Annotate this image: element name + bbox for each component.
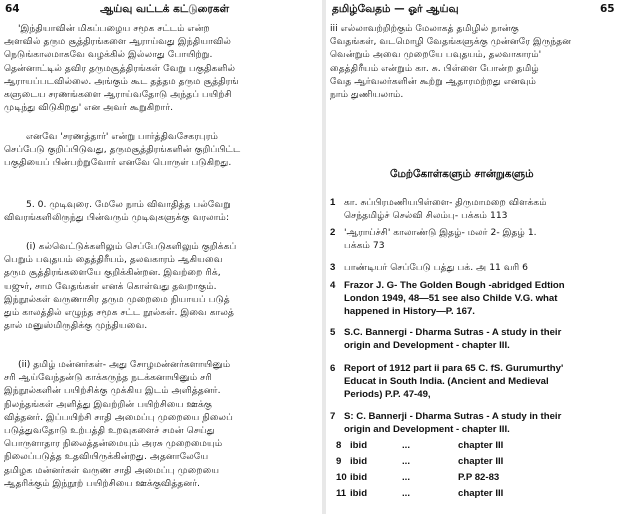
- text-line: பாண்டியர் செப்பேடு பத்து பக். அ 11 வரி 6: [344, 262, 528, 273]
- text-line: 'ஆராய்ச்சி' காலாண்டு இதழ்- மலர் 2- இதழ் 1.: [344, 227, 537, 238]
- text-line: தமிழக மன்னர்கள் வருண சாதி அமைப்பு முறையை: [4, 464, 220, 476]
- text-line: இந்நூல்கள் வருணாசிர தரும முறைமை நியாயப் படுத்: [4, 293, 230, 305]
- ibid-number: 10: [336, 472, 347, 483]
- text-line: கா. சுப்பிரமணியபிள்ளை- திருமாமறை விளக்கம்: [344, 197, 547, 208]
- left-paragraph-1: [4, 22, 239, 114]
- text-line: origin and Development - chapter III.: [344, 340, 510, 352]
- reference-number: 2: [330, 227, 336, 238]
- text-line: (i) கல்வெட்டுக்களிலும் செப்பேடுகளிலும் குறிக்கப்: [26, 241, 237, 252]
- text-line: Frazor J. G- The Golden Bough -abridged Edtion: [344, 280, 565, 291]
- ibid-entry: [336, 488, 503, 499]
- left-paragraph-4: [4, 240, 236, 332]
- reference-item: [330, 362, 563, 402]
- text-line: தால் மனுஸ்மிருதிக்கு முந்தியவை.: [4, 320, 148, 332]
- reference-number: 5: [330, 327, 336, 338]
- ibid-word: ibid: [350, 472, 368, 483]
- text-line: எனவே 'சரணத்தார்' என்று பார்த்திவசேகரபுரம்: [26, 131, 219, 142]
- right-paragraph-1: [330, 22, 571, 101]
- right-running-title: தமிழ்வேதம் — ஓர் ஆய்வு: [332, 3, 459, 15]
- reference-item: [330, 226, 537, 252]
- text-line: London 1949, 48—51 see also Childe V.G. what: [344, 293, 558, 305]
- reference-item: [330, 196, 547, 222]
- ibid-dots: ...: [402, 488, 410, 499]
- text-line: Periods) P.P. 47-49,: [344, 389, 431, 401]
- reference-number: 1: [330, 197, 336, 208]
- ibid-entry: [336, 456, 503, 467]
- text-line: நாம் துணியலாம்.: [330, 89, 404, 101]
- ibid-entry: [336, 472, 499, 483]
- ibid-number: 8: [336, 440, 342, 451]
- right-page: [326, 0, 640, 514]
- ibid-detail: chapter III: [458, 440, 504, 451]
- text-line: happened in History—P. 167.: [344, 306, 475, 318]
- text-line: 'இந்தியாவின் மிகப்பழைய சமூக சட்டம் என்ற: [18, 23, 210, 34]
- reference-number: 4: [330, 280, 336, 291]
- text-line: தென்னாட்டில் தவிர தருமசூத்திரங்கள் வேறு பகுதிகளில்: [4, 62, 236, 74]
- ibid-number: 11: [336, 488, 347, 499]
- text-line: தும் காலத்தில் எழுந்த சமூக சட்ட நூல்கள். இவை காலத்: [4, 307, 235, 319]
- text-line: origin and Development - chapter III.: [344, 424, 510, 436]
- right-page-number: 65: [600, 3, 615, 15]
- text-line: யஜுர், சாம வேதங்கள் எனக் கொள்வது தவறாகும்.: [4, 280, 217, 292]
- left-page-number: 64: [5, 3, 20, 15]
- ibid-word: ibid: [350, 456, 368, 467]
- text-line: நெடுங்காலமாகவே வழக்கில் இல்லாது போயிற்று.: [4, 49, 213, 61]
- text-line: படுத்துவதோடு உற்பத்தி உறவுகளைச் சமன் செய்து: [4, 425, 215, 437]
- text-line: விவரங்களிலிருந்து பின்வரும் முடிவுகளுக்கு வரலாம்:: [4, 212, 230, 224]
- reference-number: 3: [330, 262, 336, 273]
- text-line: அளவில் தரும சூத்திரங்களை ஆராய்வது இந்தியாவில்: [4, 36, 232, 48]
- ibid-entry: [336, 440, 503, 451]
- reference-number: 7: [330, 411, 336, 422]
- text-line: சரி ஆய்வேந்தன்டு காக்கருந்த நடக்கனாயினும் சரி: [4, 372, 212, 384]
- text-line: பெறும் பவுதயம் தைத்திரீயம், தலவகாரம் ஆகியவை: [4, 254, 223, 266]
- reference-item: [330, 326, 561, 352]
- reference-item: [330, 410, 561, 436]
- ibid-detail: P.P 82-83: [458, 472, 500, 483]
- text-line: பகுதியைப் பின்பற்றுவோர் எனவே பொருள் படுகிறது.: [4, 157, 232, 169]
- left-paragraph-3: [4, 198, 231, 224]
- text-line: வென்றும் அவை முறையே பவுதயம், தலவாகாரம்': [330, 49, 542, 61]
- text-line: S: C. Bannerji - Dharma Sutras - A study in their: [344, 411, 562, 422]
- ibid-detail: chapter III: [458, 488, 504, 499]
- text-line: iii எல்லாவற்றிற்கும் மேலாகத் தமிழில் நான்கு: [330, 23, 519, 34]
- text-line: (ii) தமிழ் மன்னர்கள்- அது சோழமன்னர்களாயினும்: [18, 359, 231, 370]
- text-line: முடிந்து விடுகிறது' என அவர் கூறுகிறார்.: [4, 102, 174, 114]
- text-line: இந்நூல்களின் பயிற்சிக்கு முக்கிய இடம் அளித்தனர்.: [4, 385, 221, 397]
- text-line: வேதங்கள், வடமொழி வேதங்களுக்கு முன்னரே இருந்தன: [330, 36, 572, 48]
- text-line: தரும சூத்திரங்களையே குறிக்கின்றன. இவற்றை ரிக்,: [4, 267, 221, 279]
- left-running-title: ஆய்வு வட்டக் கட்டுரைகள்: [100, 3, 230, 15]
- ibid-dots: ...: [402, 440, 410, 451]
- text-line: நிலந்தங்கள் அளித்து இவற்றின் பயிற்சியை ஊக்கு: [4, 398, 212, 410]
- ibid-dots: ...: [402, 456, 410, 467]
- text-line: வித்தனர். இப்பயிற்சி சாதி அமைப்பு முறையை நிலைப்: [4, 411, 234, 423]
- left-paragraph-2: [4, 130, 240, 170]
- text-line: தைத்திரீயம் என்றும் கா. சு. பிள்ளை போன்ற தமிழ்: [330, 62, 539, 74]
- left-paragraph-5: [4, 358, 233, 490]
- text-line: S.C. Bannergi - Dharma Sutras - A study in their: [344, 327, 562, 338]
- text-line: பொருளாதார நிலைத்தன்மையும் அரசு முறைமையும்: [4, 438, 223, 450]
- text-line: Report of 1912 part ii para 65 C. fS. Gurumurthy': [344, 363, 564, 374]
- text-line: ஆதரிக்கும் இந்நூற் பயிற்சியை ஊக்குவித்தனர்.: [4, 477, 200, 489]
- ibid-dots: ...: [402, 472, 410, 483]
- ibid-number: 9: [336, 456, 342, 467]
- text-line: பக்கம் 73: [344, 240, 385, 252]
- text-line: Educat in South India. (Ancient and Medieval: [344, 376, 549, 388]
- reference-item: [330, 279, 565, 319]
- ibid-word: ibid: [350, 440, 368, 451]
- reference-number: 6: [330, 363, 336, 374]
- references-heading: மேற்கோள்களும் சான்றுகளும்: [390, 168, 534, 180]
- reference-item: [330, 261, 528, 274]
- text-line: நிலைப்படுத்த உதவியிருக்கின்றது. அதனாலேயே: [4, 451, 209, 463]
- text-line: செப்பேடு குறிப்பிடுவது, தருமசூத்திரங்களின் குறிப்பிட்ட: [4, 144, 241, 156]
- ibid-word: ibid: [350, 488, 368, 499]
- text-line: வேத ஆர்வலர்களின் கூற்று ஆதாரமற்றது எனவும்: [330, 75, 536, 87]
- text-line: செந்தமிழ்ச் செல்வி சிலம்பு- பக்கம் 113: [344, 210, 508, 222]
- text-line: களுடைய சரணங்களை ஆராய்வதோடு அந்தப் பயிற்சி: [4, 89, 232, 101]
- ibid-detail: chapter III: [458, 456, 504, 467]
- text-line: ஆராயப்படவில்லை. அங்கும் கூட தத்தம தரும சூத்திரங்: [4, 75, 239, 87]
- text-line: 5. 0. முடிவுரை. மேலே நாம் விவாதித்த பல்வேறு: [26, 199, 231, 210]
